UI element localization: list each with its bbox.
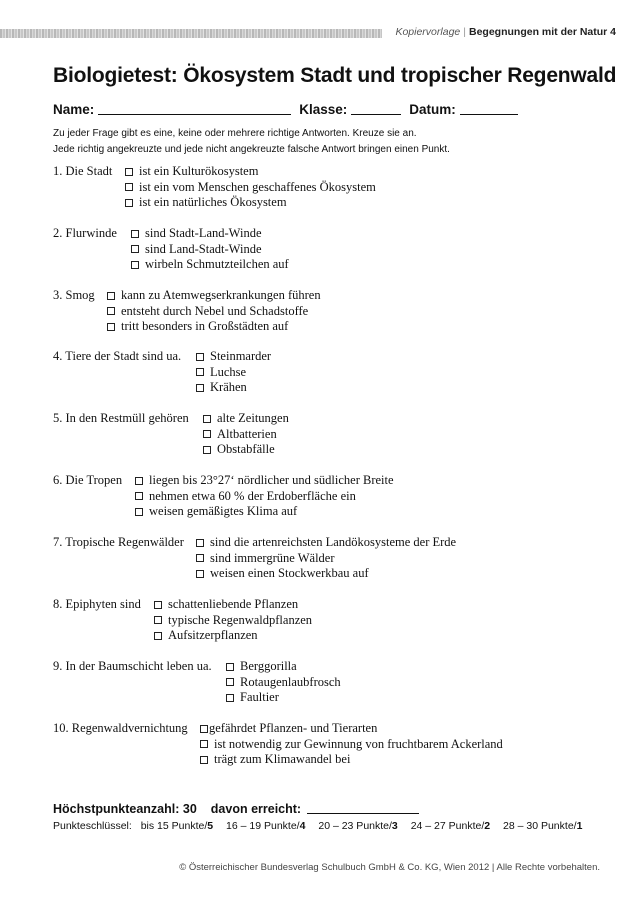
grade-item: 20 – 23 Punkte/3 [318, 820, 398, 832]
checkbox-icon[interactable] [226, 694, 234, 702]
answer-option[interactable]: Faultier [226, 690, 341, 706]
checkbox-icon[interactable] [196, 554, 204, 562]
answer-option[interactable]: schattenliebende Pflanzen [154, 597, 312, 613]
checkbox-icon[interactable] [107, 323, 115, 331]
question-label: 4. Tiere der Stadt sind ua. [53, 349, 182, 363]
key-label: Punkteschlüssel: [53, 820, 132, 832]
checkbox-icon[interactable] [200, 756, 208, 764]
answer-option[interactable]: ist notwendig zur Gewinnung von fruchtbarem Ackerland [200, 737, 503, 753]
checkbox-icon[interactable] [200, 725, 208, 733]
achieved-field[interactable] [307, 801, 419, 814]
question-label: 8. Epiphyten sind [53, 597, 141, 611]
scoring-summary [53, 801, 419, 816]
checkbox-icon[interactable] [154, 632, 162, 640]
grade-item: 24 – 27 Punkte/2 [410, 820, 491, 832]
answer-option[interactable]: sind Land-Stadt-Winde [131, 242, 289, 258]
achieved-label: davon erreicht: [210, 802, 302, 816]
answer-option[interactable]: tritt besonders in Großstädten auf [107, 319, 321, 335]
question-label: 1. Die Stadt [53, 164, 113, 178]
klasse-label: Klasse: [299, 102, 348, 117]
instruction-line: Jede richtig angekreuzte und jede nicht angekreuzte falsche Antwort bringen einen Punkt. [53, 144, 450, 155]
answer-option[interactable]: entsteht durch Nebel und Schadstoffe [107, 304, 321, 320]
checkbox-icon[interactable] [135, 492, 143, 500]
answer-option[interactable]: Krähen [196, 380, 271, 396]
checkbox-icon[interactable] [203, 415, 211, 423]
checkbox-icon[interactable] [154, 601, 162, 609]
datum-field[interactable] [460, 101, 518, 115]
answer-option[interactable]: nehmen etwa 60 % der Erdoberfläche ein [135, 489, 394, 505]
question-label: 7. Tropische Regenwälder [53, 535, 184, 549]
name-label: Name: [53, 102, 95, 117]
answer-option[interactable]: Obstabfälle [203, 442, 289, 458]
answer-option[interactable]: trägt zum Klimawandel bei [200, 752, 503, 768]
answer-option[interactable]: Berggorilla [226, 659, 341, 675]
checkbox-icon[interactable] [196, 570, 204, 578]
checkbox-icon[interactable] [125, 168, 133, 176]
checkbox-icon[interactable] [135, 477, 143, 485]
instructions [53, 126, 450, 158]
answer-option[interactable]: Luchse [196, 365, 271, 381]
page-header [395, 26, 616, 38]
answer-option[interactable]: weisen gemäßigtes Klima auf [135, 504, 394, 520]
klasse-field[interactable] [351, 101, 401, 115]
checkbox-icon[interactable] [131, 261, 139, 269]
answer-option[interactable]: ist ein vom Menschen geschaffenes Ökosystem [125, 180, 376, 196]
grade-item: 16 – 19 Punkte/4 [226, 820, 306, 832]
datum-label: Datum: [409, 102, 456, 117]
answer-option[interactable]: sind die artenreichsten Landökosysteme der Erde [196, 535, 456, 551]
answer-option[interactable]: Rotaugenlaubfrosch [226, 675, 341, 691]
copyright-footer: © Österreichischer Bundesverlag Schulbuch GmbH & Co. KG, Wien 2012 | Alle Rechte vorbehalten. [179, 862, 600, 873]
checkbox-icon[interactable] [125, 199, 133, 207]
checkbox-icon[interactable] [107, 292, 115, 300]
header-separator: | [463, 26, 466, 38]
header-kopiervorlage: Kopiervorlage [395, 26, 461, 38]
checkbox-icon[interactable] [131, 245, 139, 253]
answer-option[interactable]: liegen bis 23°27‘ nördlicher und südlicher Breite [135, 473, 394, 489]
question-label: 9. In der Baumschicht leben ua. [53, 659, 212, 673]
checkbox-icon[interactable] [107, 307, 115, 315]
answer-option[interactable]: Aufsitzerpflanzen [154, 628, 312, 644]
grading-key [53, 820, 582, 832]
checkbox-icon[interactable] [125, 183, 133, 191]
answer-option[interactable]: typische Regenwaldpflanzen [154, 613, 312, 629]
answer-option[interactable]: kann zu Atemwegserkrankungen führen [107, 288, 321, 304]
question-label: 6. Die Tropen [53, 473, 123, 487]
header-decorative-bar [0, 29, 382, 38]
checkbox-icon[interactable] [200, 740, 208, 748]
checkbox-icon[interactable] [196, 384, 204, 392]
answer-option[interactable]: ist ein Kulturökosystem [125, 164, 376, 180]
checkbox-icon[interactable] [131, 230, 139, 238]
checkbox-icon[interactable] [135, 508, 143, 516]
grade-item: bis 15 Punkte/5 [140, 820, 214, 832]
grade-item: 28 – 30 Punkte/1 [503, 820, 583, 832]
max-points-label: Höchstpunkteanzahl: 30 [53, 802, 197, 816]
page-title: Biologietest: Ökosystem Stadt und tropischer Regenwald [53, 64, 617, 87]
student-fields [53, 101, 526, 117]
checkbox-icon[interactable] [226, 663, 234, 671]
question-label: 2. Flurwinde [53, 226, 117, 240]
answer-option[interactable]: ist ein natürliches Ökosystem [125, 195, 376, 211]
header-book-title: Begegnungen mit der Natur 4 [468, 26, 616, 38]
answer-option[interactable]: Altbatterien [203, 427, 289, 443]
answer-option[interactable]: sind immergrüne Wälder [196, 551, 456, 567]
answer-option[interactable]: sind Stadt-Land-Winde [131, 226, 289, 242]
answer-option[interactable]: wirbeln Schmutzteilchen auf [131, 257, 289, 273]
checkbox-icon[interactable] [154, 616, 162, 624]
question-label: 5. In den Restmüll gehören [53, 411, 189, 425]
answer-option[interactable]: Steinmarder [196, 349, 271, 365]
answer-option[interactable]: gefährdet Pflanzen- und Tierarten [200, 721, 503, 737]
answer-option[interactable]: alte Zeitungen [203, 411, 289, 427]
answer-option[interactable]: weisen einen Stockwerkbau auf [196, 566, 456, 582]
question-label: 3. Smog [53, 288, 95, 302]
question-label: 10. Regenwaldvernichtung [53, 721, 188, 735]
checkbox-icon[interactable] [203, 430, 211, 438]
instruction-line: Zu jeder Frage gibt es eine, keine oder mehrere richtige Antworten. Kreuze sie an. [53, 128, 417, 139]
name-field[interactable] [98, 101, 291, 115]
checkbox-icon[interactable] [196, 368, 204, 376]
checkbox-icon[interactable] [196, 353, 204, 361]
checkbox-icon[interactable] [203, 446, 211, 454]
checkbox-icon[interactable] [226, 678, 234, 686]
checkbox-icon[interactable] [196, 539, 204, 547]
